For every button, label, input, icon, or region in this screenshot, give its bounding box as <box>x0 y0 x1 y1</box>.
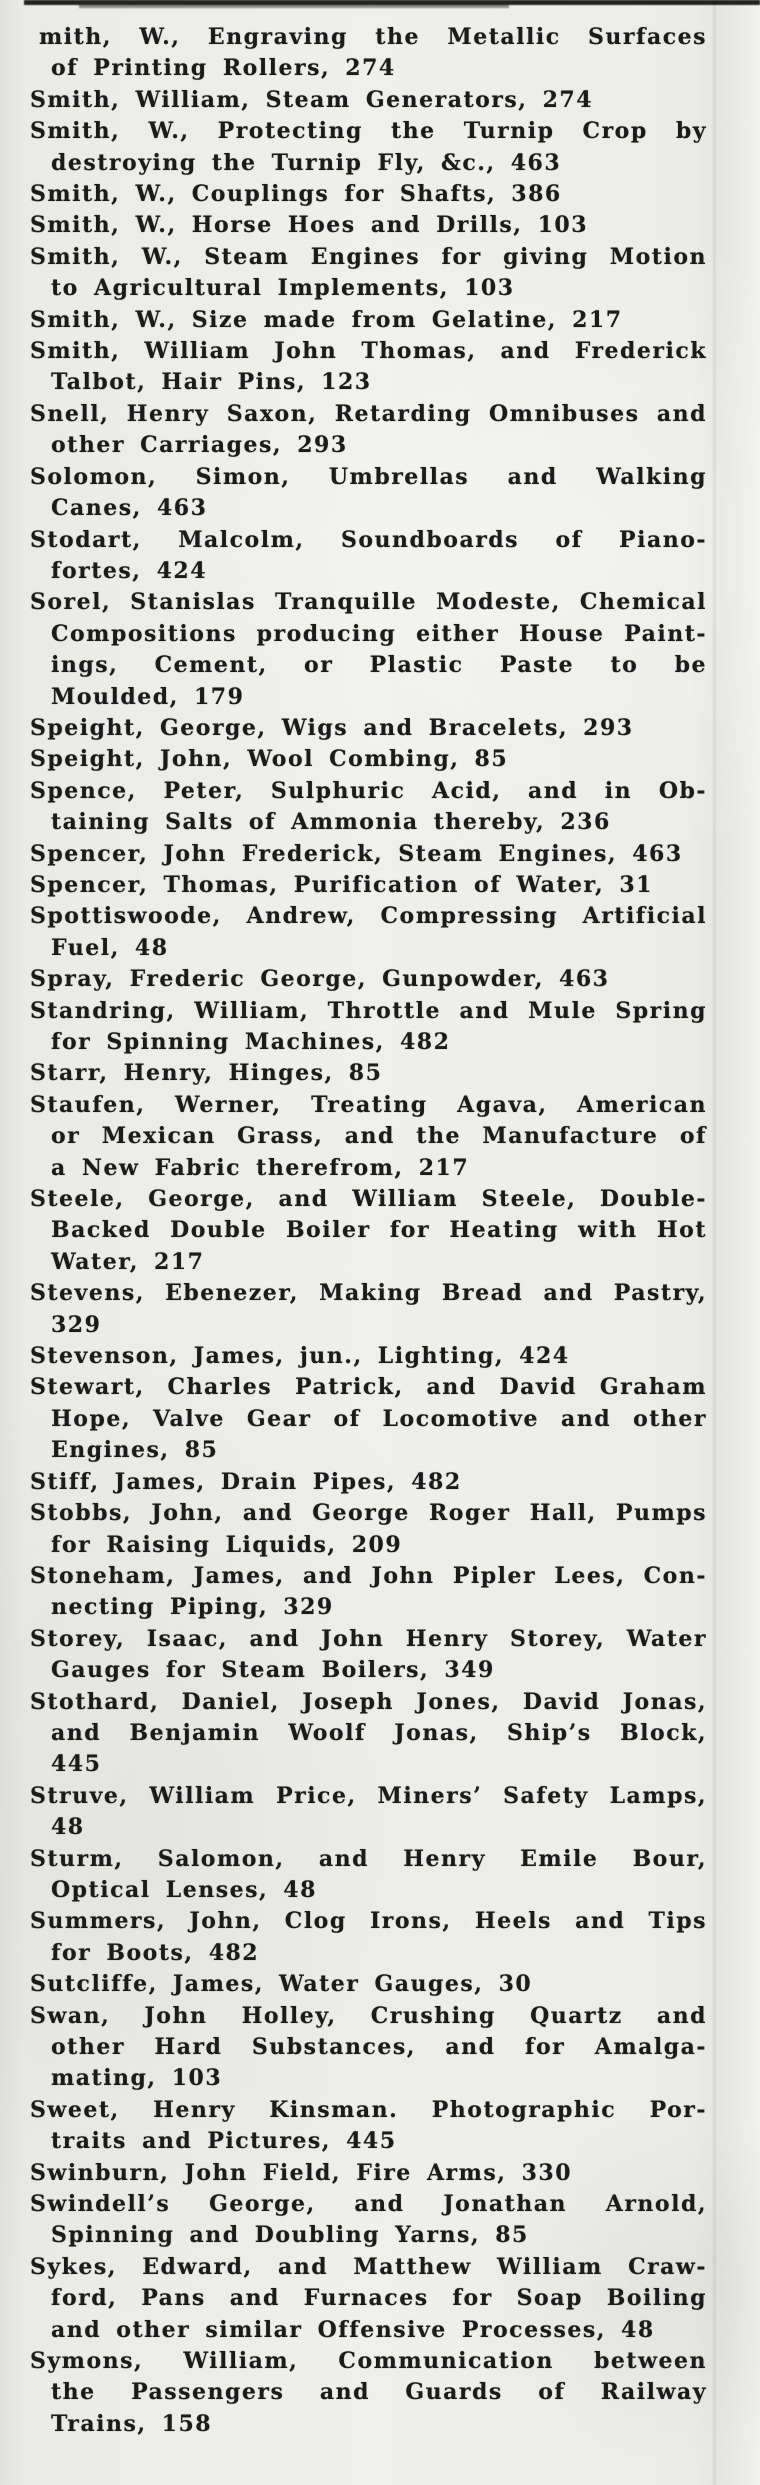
entry-line: Sykes, Edward, and Matthew William Craw- <box>30 2253 707 2280</box>
entry-line: or Mexican Grass, and the Manufacture of <box>51 1123 707 1150</box>
entry-line: Smith, W., Horse Hoes and Drills, 103 <box>30 212 589 239</box>
entry-line: Sutcliffe, James, Water Gauges, 30 <box>30 1971 533 1998</box>
entry-line: ford, Pans and Furnaces for Soap Boiling <box>51 2285 707 2312</box>
index-entry <box>30 179 707 210</box>
entry-line: Sturm, Salomon, and Henry Emile Bour, <box>30 1845 707 1872</box>
page-edge-shadow <box>712 0 717 2485</box>
index-entry <box>30 2095 707 2158</box>
index-entry <box>30 116 707 179</box>
entry-line: for Raising Liquids, 209 <box>51 1531 403 1558</box>
index-entry <box>30 85 707 116</box>
entry-line: Summers, John, Clog Irons, Heels and Tips <box>30 1908 707 1935</box>
entry-line: Solomon, Simon, Umbrellas and Walking <box>30 463 707 490</box>
entry-line: Compositions producing either House Paint- <box>51 620 707 647</box>
index-entry-list <box>30 22 707 2440</box>
entry-line: Fuel, 48 <box>51 934 169 961</box>
entry-line: 329 <box>51 1311 102 1338</box>
entry-line: Smith, W., Size made from Gelatine, 217 <box>30 306 623 333</box>
entry-line: Stiff, James, Drain Pipes, 482 <box>30 1468 462 1495</box>
index-entry <box>30 2346 707 2440</box>
entry-line: mating, 103 <box>51 2065 223 2092</box>
entry-line: Stoneham, James, and John Pipler Lees, Con- <box>30 1562 707 1589</box>
entry-line: Speight, John, Wool Combing, 85 <box>30 746 509 773</box>
entry-line: Trains, 158 <box>51 2410 213 2437</box>
index-entry <box>30 242 707 305</box>
entry-line: Spencer, Thomas, Purification of Water, 31 <box>30 871 653 898</box>
entry-line: other Hard Substances, and for Amalga- <box>51 2034 707 2060</box>
entry-line: Steele, George, and William Steele, Double- <box>30 1186 707 1213</box>
index-entry <box>30 1467 707 1498</box>
index-entry <box>30 1969 707 2000</box>
entry-line: a New Fabric therefrom, 217 <box>51 1154 470 1181</box>
index-entry <box>30 399 707 462</box>
index-entry <box>30 2252 707 2346</box>
entry-line: Stewart, Charles Patrick, and David Graham <box>30 1374 707 1401</box>
entry-line: Sorel, Stanislas Tranquille Modeste, Chemical <box>30 589 707 616</box>
entry-line: Optical Lenses, 48 <box>51 1876 317 1903</box>
entry-line: Smith, William John Thomas, and Frederick <box>30 338 707 365</box>
entry-line: Starr, Henry, Hinges, 85 <box>30 1060 383 1087</box>
index-entry <box>30 210 707 241</box>
index-entry <box>30 2001 707 2095</box>
entry-line: fortes, 424 <box>51 557 208 584</box>
entry-line: Smith, William, Steam Generators, 274 <box>30 86 594 113</box>
index-entry <box>30 1844 707 1907</box>
index-entry <box>30 2189 707 2252</box>
index-entry <box>30 2158 707 2189</box>
entry-line: and Benjamin Woolf Jonas, Ship’s Block, <box>51 1719 707 1746</box>
index-entry <box>30 305 707 336</box>
index-entry <box>30 1058 707 1089</box>
entry-line: Standring, William, Throttle and Mule Spring <box>30 997 707 1024</box>
index-entry <box>30 996 707 1059</box>
entry-line: Stothard, Daniel, Joseph Jones, David Jonas, <box>30 1688 707 1715</box>
index-entry <box>30 462 707 525</box>
entry-line: Smith, W., Couplings for Shafts, 386 <box>30 181 562 208</box>
entry-line: Staufen, Werner, Treating Agava, American <box>30 1091 707 1118</box>
index-entry <box>30 1498 707 1561</box>
entry-line: Engines, 85 <box>51 1437 219 1464</box>
entry-line: Swindell’s George, and Jonathan Arnold, <box>30 2191 707 2218</box>
entry-line: Snell, Henry Saxon, Retarding Omnibuses and <box>30 400 707 427</box>
entry-line: Spence, Peter, Sulphuric Acid, and in Ob- <box>30 777 707 804</box>
entry-line: of Printing Rollers, 274 <box>51 55 396 82</box>
entry-line: to Agricultural Implements, 103 <box>51 275 515 302</box>
entry-line: Moulded, 179 <box>51 683 245 710</box>
index-entry <box>30 1687 707 1781</box>
index-entry <box>30 336 707 399</box>
entry-line: Hope, Valve Gear of Locomotive and other <box>51 1405 707 1432</box>
entry-line: the Passengers and Guards of Railway <box>51 2379 707 2406</box>
cropped-text-artifact <box>24 0 760 5</box>
entry-line: for Boots, 482 <box>51 1939 260 1966</box>
index-entry <box>30 1624 707 1687</box>
index-entry <box>30 1184 707 1278</box>
index-entry <box>30 776 707 839</box>
index-entry <box>30 713 707 744</box>
index-entry <box>30 1341 707 1372</box>
entry-line: destroying the Turnip Fly, &c., 463 <box>51 149 562 176</box>
index-entry <box>30 870 707 901</box>
index-entry <box>30 525 707 588</box>
index-entry <box>30 964 707 995</box>
entry-line: 445 <box>51 1751 102 1778</box>
index-entry <box>30 1781 707 1844</box>
entry-line: Stobbs, John, and George Roger Hall, Pumps <box>30 1500 707 1527</box>
entry-line: for Spinning Machines, 482 <box>51 1029 451 1055</box>
entry-line: Symons, William, Communication between <box>30 2348 707 2375</box>
entry-line: and other similar Offensive Processes, 48 <box>51 2316 655 2343</box>
index-entry <box>30 1372 707 1466</box>
entry-line: Spottiswoode, Andrew, Compressing Artificial <box>30 903 707 930</box>
index-entry <box>30 1561 707 1624</box>
entry-line: Spray, Frederic George, Gunpowder, 463 <box>30 966 610 993</box>
entry-line: Sweet, Henry Kinsman. Photographic Por- <box>30 2096 707 2123</box>
index-entry <box>30 1090 707 1184</box>
entry-line: necting Piping, 329 <box>51 1594 334 1621</box>
index-entry <box>30 901 707 964</box>
entry-line: Water, 217 <box>51 1248 205 1275</box>
entry-line: Canes, 463 <box>51 495 208 522</box>
entry-line: ings, Cement, or Plastic Paste to be <box>51 652 707 679</box>
entry-line: 48 <box>51 1814 85 1841</box>
index-entry <box>30 22 707 85</box>
entry-line: taining Salts of Ammonia thereby, 236 <box>51 809 611 836</box>
entry-line: mith, W., Engraving the Metallic Surfaces <box>39 24 707 50</box>
entry-line: Speight, George, Wigs and Bracelets, 293 <box>30 714 634 741</box>
index-entry <box>30 587 707 713</box>
index-entry <box>30 839 707 870</box>
entry-line: Backed Double Boiler for Heating with Hot <box>51 1217 707 1244</box>
entry-line: Talbot, Hair Pins, 123 <box>51 369 372 396</box>
entry-line: other Carriages, 293 <box>51 432 348 459</box>
entry-line: Spinning and Doubling Yarns, 85 <box>51 2222 529 2249</box>
entry-line: Stevens, Ebenezer, Making Bread and Pastry, <box>30 1280 707 1307</box>
entry-line: Spencer, John Frederick, Steam Engines, 463 <box>30 840 683 867</box>
entry-line: Stodart, Malcolm, Soundboards of Piano- <box>30 526 707 553</box>
entry-line: Struve, William Price, Miners’ Safety Lamps, <box>30 1782 707 1809</box>
entry-line: Gauges for Steam Boilers, 349 <box>51 1657 495 1684</box>
index-entry <box>30 744 707 775</box>
entry-line: Stevenson, James, jun., Lighting, 424 <box>30 1343 570 1370</box>
entry-line: Smith, W., Protecting the Turnip Crop by <box>30 118 707 145</box>
entry-line: Storey, Isaac, and John Henry Storey, Water <box>30 1625 707 1652</box>
entry-line: Smith, W., Steam Engines for giving Motion <box>30 243 707 270</box>
index-entry <box>30 1278 707 1341</box>
entry-line: Swan, John Holley, Crushing Quartz and <box>30 2002 707 2029</box>
entry-line: traits and Pictures, 445 <box>51 2128 397 2155</box>
entry-line: Swinburn, John Field, Fire Arms, 330 <box>30 2159 573 2186</box>
index-entry <box>30 1906 707 1969</box>
